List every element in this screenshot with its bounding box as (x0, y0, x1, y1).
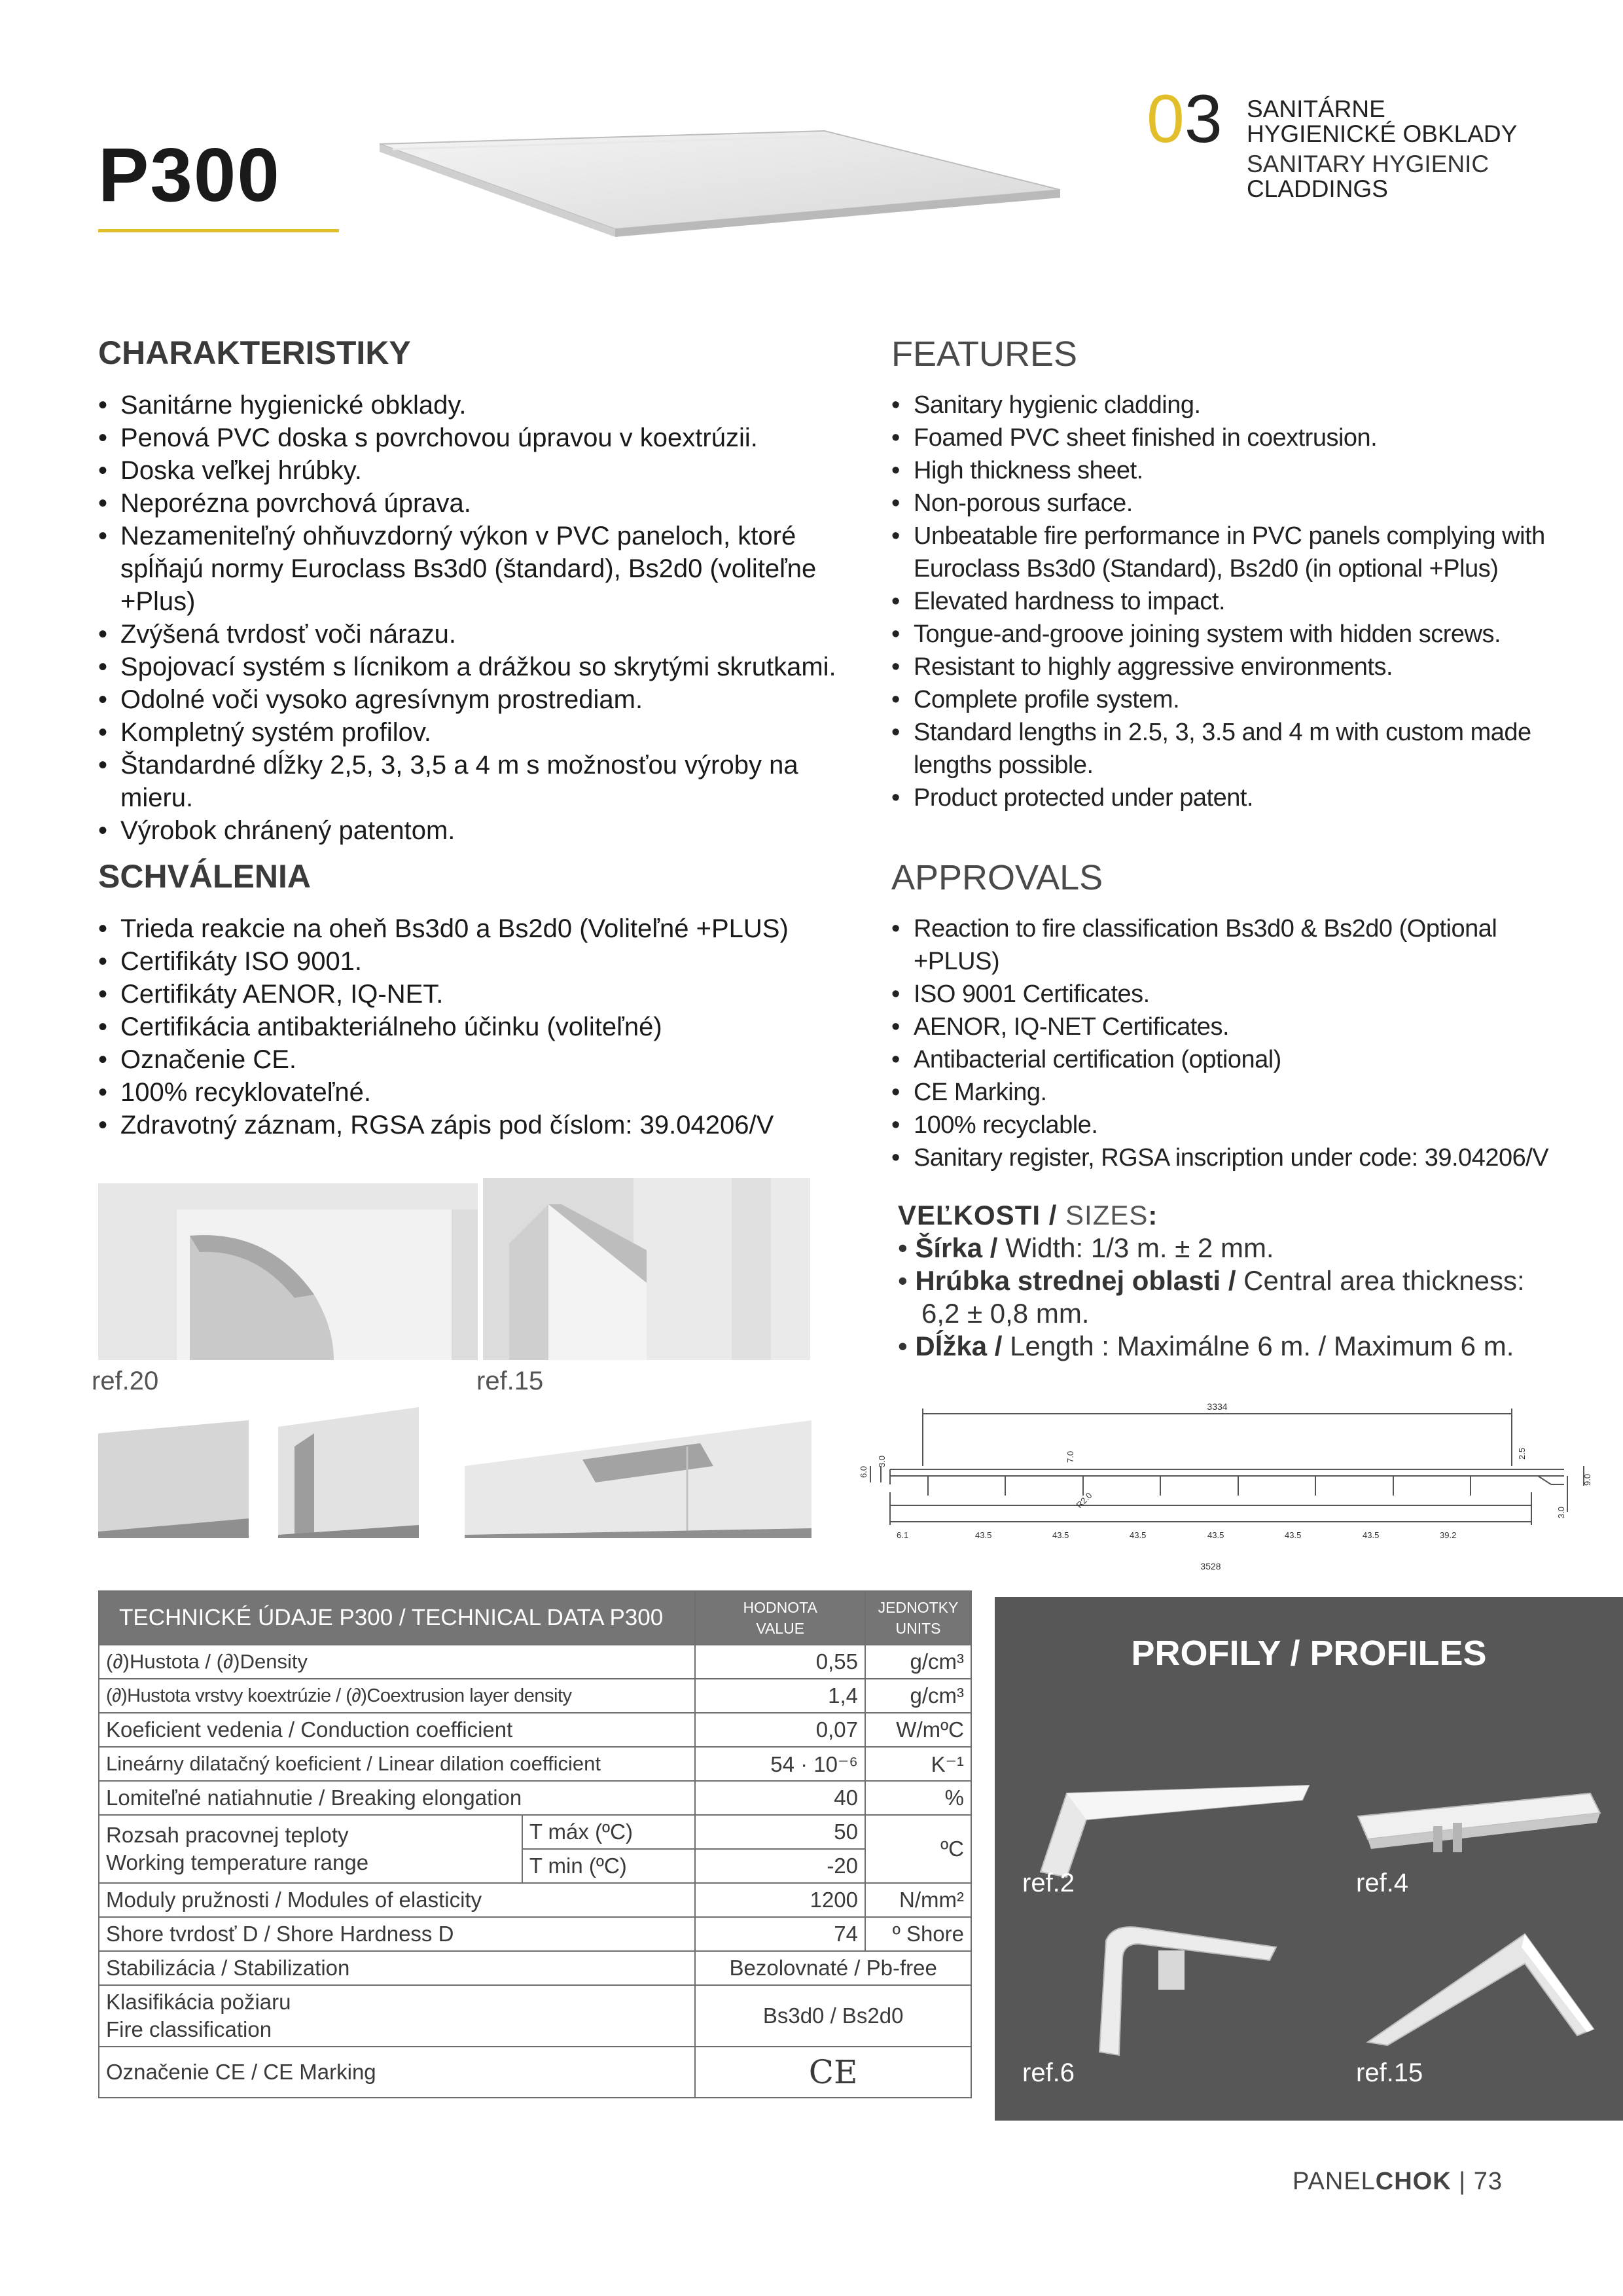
dim-h2: 3.0 (877, 1455, 887, 1467)
tmin-value: -20 (695, 1849, 865, 1883)
footer-separator: | (1459, 2168, 1467, 2195)
sizes-length: • Dĺžka / Length : Maximálne 6 m. / Maximum 6 m. (898, 1331, 1514, 1361)
list-item: • Certifikácia antibakteriálneho účinku (voliteľné) (98, 1011, 864, 1043)
row-value: 0,55 (695, 1645, 865, 1679)
approvals-sk-section (98, 857, 864, 1141)
fire-label (99, 1985, 695, 2047)
list-item: • Spojovací systém s lícnikom a drážkou so skrytými skrutkami. (98, 651, 864, 683)
table-row (99, 1815, 971, 1849)
row-label: (∂)Hustota vrstvy koextrúzie / (∂)Coextrusion layer density (99, 1679, 695, 1713)
fire-label-en: Fire classification (106, 2017, 272, 2041)
sizes-section (898, 1199, 1592, 1363)
profile-ref15-label: ref.15 (1356, 2058, 1423, 2087)
drawing-lines (870, 1408, 1584, 1525)
chapter-digit-0: 0 (1147, 81, 1185, 157)
list-item: • Sanitary register, RGSA inscription under code: 39.04206/V (891, 1141, 1585, 1174)
characteristics-section (98, 334, 864, 847)
brand-panel: PANEL (1293, 2168, 1376, 2195)
profile-ref6-image (1086, 1921, 1283, 2058)
list-item: • Trieda reakcie na oheň Bs3d0 a Bs2d0 (Voliteľné +PLUS) (98, 912, 864, 945)
dim-overall-bottom: 3528 (1200, 1561, 1221, 1571)
list-item: • Antibacterial certification (optional) (891, 1043, 1585, 1076)
row-value: 74 (695, 1917, 865, 1951)
list-item: • Štandardné dĺžky 2,5, 3, 3,5 a 4 m s možnosťou výroby na mieru. (98, 749, 864, 814)
dim-segment: 43.5 (1207, 1530, 1224, 1540)
list-item: • Kompletný systém profilov. (98, 716, 864, 749)
sizes-heading (898, 1199, 1592, 1232)
table-row (99, 1679, 971, 1713)
row-value: 40 (695, 1781, 865, 1815)
table-row (99, 1645, 971, 1679)
chapter-title (1247, 97, 1517, 202)
dim-segment: 43.5 (1052, 1530, 1069, 1540)
thickness-value-2: 6,2 ± 0,8 mm. (921, 1298, 1090, 1329)
row-value: 54 · 10⁻⁶ (695, 1747, 865, 1781)
table-row (99, 1781, 971, 1815)
profile-ref15-image (1361, 1931, 1597, 2049)
row-label: Moduly pružnosti / Modules of elasticity (99, 1883, 695, 1917)
row-label: Lomiteľné natiahnutie / Breaking elongation (99, 1781, 695, 1815)
dim-segment: 43.5 (1363, 1530, 1380, 1540)
temp-label (99, 1815, 522, 1883)
approvals-sk-list (98, 912, 864, 1141)
row-label: (∂)Hustota / (∂)Density (99, 1645, 695, 1679)
photo-ref15-label: ref.15 (476, 1367, 544, 1395)
temp-unit: ºC (865, 1815, 971, 1883)
dim-h1: 6.0 (859, 1465, 868, 1478)
approvals-sk-heading: SCHVÁLENIA (98, 858, 312, 895)
col-value-en: VALUE (756, 1620, 805, 1637)
row-unit: W/mºC (865, 1713, 971, 1747)
ce-label: Označenie CE / CE Marking (99, 2047, 695, 2098)
list-item: • Certifikáty AENOR, IQ-NET. (98, 978, 864, 1011)
photo-joint-strip (98, 1407, 812, 1538)
table-row (99, 1747, 971, 1781)
temp-label-en: Working temperature range (106, 1850, 369, 1874)
list-item: • Elevated hardness to impact. (891, 585, 1585, 618)
sizes-thickness: • Hrúbka strednej oblasti / Central area thickness: (898, 1265, 1525, 1296)
list-item: • 100% recyklovateľné. (98, 1076, 864, 1109)
dim-h5: 9.0 (1582, 1473, 1592, 1486)
chapter-number (1147, 81, 1222, 157)
list-item: • Reaction to fire classification Bs3d0 & Bs2d0 (Optional +PLUS) (891, 912, 1585, 978)
list-item: • Výrobok chránený patentom. (98, 814, 864, 847)
list-item: • Odolné voči vysoko agresívnym prostrediam. (98, 683, 864, 716)
chapter-title-sk-2: HYGIENICKÉ OBKLADY (1247, 120, 1518, 147)
list-item: • Penová PVC doska s povrchovou úpravou v koextrúzii. (98, 422, 864, 454)
list-item: • Označenie CE. (98, 1043, 864, 1076)
table-row (99, 2047, 971, 2098)
photo-ref15 (483, 1178, 810, 1360)
sizes-width: • Šírka / Width: 1/3 m. ± 2 mm. (898, 1232, 1274, 1263)
col-value-sk: HODNOTA (743, 1599, 817, 1616)
width-sep: / (990, 1232, 998, 1263)
dim-segment: 6.1 (897, 1530, 909, 1540)
tmin-label: T min (ºC) (522, 1849, 696, 1883)
profile-ref4-label: ref.4 (1356, 1869, 1409, 1897)
table-row (99, 1917, 971, 1951)
dim-segment: 43.5 (975, 1530, 992, 1540)
table-row (99, 1713, 971, 1747)
list-item: • Non-porous surface. (891, 487, 1585, 520)
brand-chok: CHOK (1375, 2168, 1452, 2195)
row-unit: g/cm³ (865, 1645, 971, 1679)
dim-segment: 43.5 (1130, 1530, 1147, 1540)
photo-ref20 (98, 1183, 478, 1360)
dim-segment: 39.2 (1440, 1530, 1457, 1540)
list-item: • Foamed PVC sheet finished in coextrusion. (891, 422, 1585, 454)
sizes-title-en: SIZES (1065, 1200, 1149, 1230)
stabilization-label: Stabilizácia / Stabilization (99, 1951, 695, 1985)
table-title: TECHNICKÉ ÚDAJE P300 / TECHNICAL DATA P300 (99, 1591, 695, 1645)
list-item: • Certifikáty ISO 9001. (98, 945, 864, 978)
list-item: • CE Marking. (891, 1076, 1585, 1109)
row-unit: º Shore (865, 1917, 971, 1951)
chapter-title-en-1: SANITARY HYGIENIC (1247, 151, 1489, 177)
table-header-row (99, 1591, 971, 1645)
approvals-en-list (891, 912, 1585, 1174)
list-item: • Sanitary hygienic cladding. (891, 389, 1585, 422)
page-number: 73 (1473, 2168, 1503, 2195)
list-item: • Nezameniteľný ohňuvzdorný výkon v PVC paneloch, ktoré spĺňajú normy Euroclass Bs3d0 (štandard), Bs2d0 (voliteľne +Plus) (98, 520, 864, 618)
ce-mark-icon: CE (695, 2047, 971, 2098)
length-value: Length : Maximálne 6 m. / Maximum 6 m. (1010, 1331, 1514, 1361)
sizes-sep: / (1048, 1200, 1058, 1230)
list-item: • Complete profile system. (891, 683, 1585, 716)
profile-ref6-label: ref.6 (1022, 2058, 1075, 2087)
col-unit-header (865, 1591, 971, 1645)
row-unit: N/mm² (865, 1883, 971, 1917)
dim-radius: R2.0 (1074, 1490, 1094, 1511)
row-value: 1200 (695, 1883, 865, 1917)
list-item: • Zdravotný záznam, RGSA zápis pod číslom: 39.04206/V (98, 1109, 864, 1141)
col-unit-en: UNITS (895, 1620, 941, 1637)
fire-label-sk: Klasifikácia požiaru (106, 1990, 291, 2014)
tmax-label: T máx (ºC) (522, 1815, 696, 1849)
dim-h6: 3.0 (1556, 1506, 1566, 1518)
dim-h3: 7.0 (1065, 1450, 1075, 1463)
product-title: P300 (98, 132, 281, 217)
panel-hero-image (366, 118, 1073, 249)
approvals-en-heading: APPROVALS (891, 858, 1103, 897)
list-item: • Zvýšená tvrdosť voči nárazu. (98, 618, 864, 651)
list-item: • High thickness sheet. (891, 454, 1585, 487)
list-item: • Unbeatable fire performance in PVC panels complying with Euroclass Bs3d0 (Standard), Bs2d0 (in optional +Plus) (891, 520, 1585, 585)
list-item: • ISO 9001 Certificates. (891, 978, 1585, 1011)
col-value-header (695, 1591, 865, 1645)
row-value: 1,4 (695, 1679, 865, 1713)
page-footer (1293, 2168, 1503, 2196)
row-unit: % (865, 1781, 971, 1815)
table-row (99, 1951, 971, 1985)
list-item: • 100% recyclable. (891, 1109, 1585, 1141)
chapter-title-sk-1: SANITÁRNE (1247, 96, 1385, 122)
list-item: • Tongue-and-groove joining system with hidden screws. (891, 618, 1585, 651)
technical-data-table (98, 1590, 972, 2098)
characteristics-list (98, 389, 864, 847)
list-item: • Doska veľkej hrúbky. (98, 454, 864, 487)
profiles-title: PROFILY / PROFILES (1131, 1634, 1487, 1673)
profile-cross-section-drawing (851, 1394, 1597, 1590)
approvals-en-section (891, 857, 1585, 1174)
row-unit: K⁻¹ (865, 1747, 971, 1781)
table-row (99, 1985, 971, 2047)
tmax-value: 50 (695, 1815, 865, 1849)
features-list (891, 389, 1585, 814)
list-item: • Resistant to highly aggressive environments. (891, 651, 1585, 683)
row-unit: g/cm³ (865, 1679, 971, 1713)
title-underline (98, 229, 339, 232)
chapter-digit-3: 3 (1184, 81, 1222, 157)
profile-ref4-image (1355, 1787, 1603, 1878)
temp-label-sk: Rozsah pracovnej teploty (106, 1823, 349, 1847)
thickness-value: Central area thickness: (1243, 1265, 1525, 1296)
length-label: Dĺžka (915, 1331, 988, 1361)
list-item: • AENOR, IQ-NET Certificates. (891, 1011, 1585, 1043)
features-heading: FEATURES (891, 334, 1078, 374)
row-label: Shore tvrdosť D / Shore Hardness D (99, 1917, 695, 1951)
fire-value: Bs3d0 / Bs2d0 (695, 1985, 971, 2047)
dim-overall-top: 3334 (1207, 1401, 1228, 1412)
sizes-colon: : (1148, 1200, 1158, 1230)
row-label: Lineárny dilatačný koeficient / Linear dilation coefficient (99, 1747, 695, 1781)
width-value: Width: 1/3 m. ± 2 mm. (1005, 1232, 1274, 1263)
characteristics-heading: CHARAKTERISTIKY (98, 334, 411, 371)
col-unit-sk: JEDNOTKY (878, 1599, 959, 1616)
sizes-title-sk: VEĽKOSTI (898, 1200, 1041, 1230)
features-section (891, 334, 1585, 814)
dim-segment: 43.5 (1285, 1530, 1302, 1540)
thickness-label: Hrúbka strednej oblasti (915, 1265, 1221, 1296)
thickness-sep: / (1228, 1265, 1236, 1296)
width-label: Šírka (915, 1232, 983, 1263)
photo-ref20-label: ref.20 (92, 1367, 159, 1395)
table-row (99, 1883, 971, 1917)
list-item: • Sanitárne hygienické obklady. (98, 389, 864, 422)
list-item: • Neporézna povrchová úprava. (98, 487, 864, 520)
stabilization-value: Bezolovnaté / Pb-free (695, 1951, 971, 1985)
list-item: • Product protected under patent. (891, 781, 1585, 814)
dim-h4: 2.5 (1517, 1447, 1527, 1460)
row-label: Koeficient vedenia / Conduction coefficient (99, 1713, 695, 1747)
profile-ref2-image (1027, 1780, 1315, 1878)
list-item: • Standard lengths in 2.5, 3, 3.5 and 4 m with custom made lengths possible. (891, 716, 1585, 781)
length-sep: / (994, 1331, 1003, 1361)
profile-ref2-label: ref.2 (1022, 1869, 1075, 1897)
row-value: 0,07 (695, 1713, 865, 1747)
chapter-title-en-2: CLADDINGS (1247, 175, 1388, 202)
